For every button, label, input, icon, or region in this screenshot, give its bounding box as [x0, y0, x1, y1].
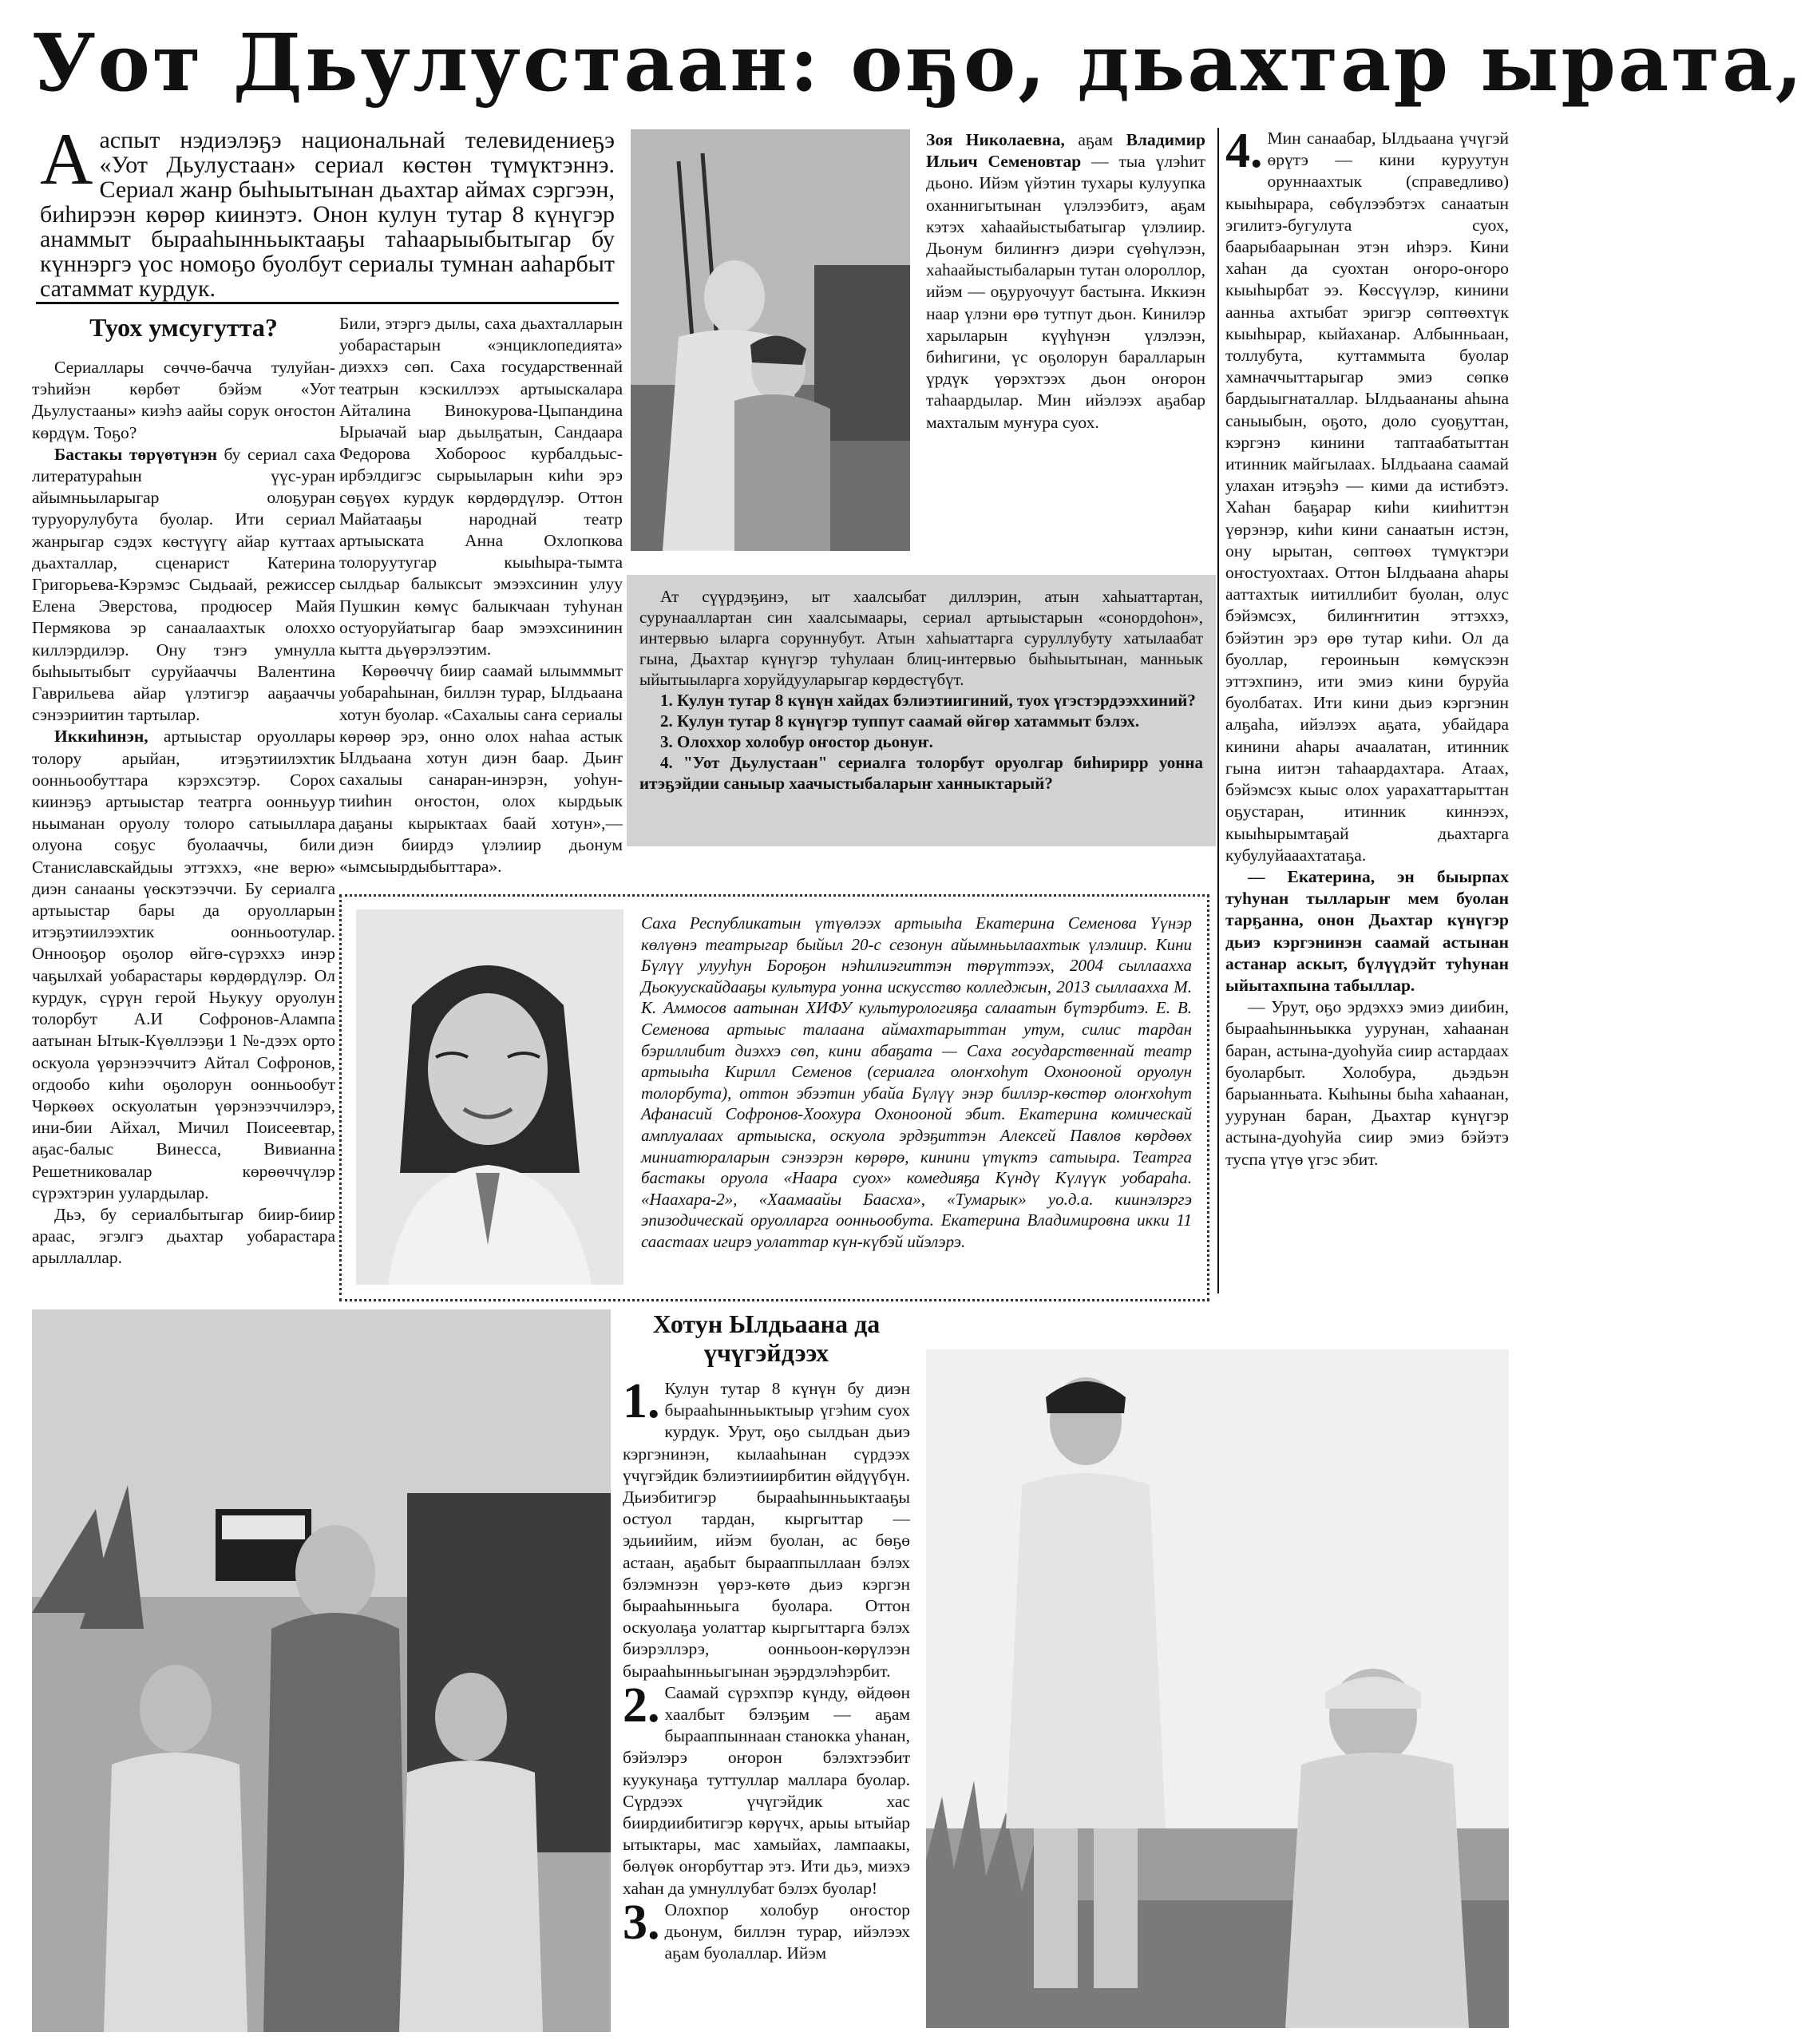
paragraph-text: Мин санаабар, Ылдьаана үчүгэй өрүтэ — кини куруутун оруннаахтык (справедливо) кыыһырара, сөбүлээбэтэх санаатын эгилитэ-бугулута суох, баарыбаарынан этэн иһэрэ. Кини хаһан да суохтан оҥоро-оҥоро кыыһырбат ээ. Көссүүлэр, кинини аанньа ахтыбат эригэр сөптөөхтүк кыыһырар, кыйаханар. Албынньаан, толлубута, куттаммыта буолар хамначчыттарыгар эмиэ сөпкө бардыыгнаталлар. Ылдьаананы аһына саныыбын, оҕото, доло суоҕуттан, кэргэнэ кинини таптаабатыттан итинник майгылаах. Ылдьаана саамай улахан итэҕэһэ — кими да истибэтэ. Хаһан баҕарар киһи кииһиттэн үөрэнэр, киһи кини санаатын истэн, ону ырытан, сөптөөх түмүктэри оҥостуохтаах. Оттон Ылдьаана аһары ааттахтык иитиллибит буолан, олус бэйэмсэх, билиҥҥитин эттэххэ, бэйэтин эрэ өрө тутар киһи. Ол да буоллар, героиньын көмүскээн эттэхпинэ, ити эмиэ кини буруйа буолбатах. Ити кини дьиэ кэргэнин алҕаһа, ийэлээх аҕата, убайдара кинини аһары ачаалатан, итинник гына иитэн таһаардахтара. Атаах, бэйэмсэх кыыс олох уарахаттарыттан оҕустаран, итинник киннээх, кыыһырымтаҕай дьахтарга кубулуйааахтатаҕа.	[1225, 129, 1509, 865]
interview-question: — Екатерина, эн быырпах туһунан тылларыҥ мем буолан тарҕанна, онон Дьахтар күнүгэр дьиэ кэргэнинэн саамай астынан астанар аскыт, бүлүүдэйт туһунан ыйытахпына табыллар.	[1225, 866, 1509, 995]
section-1-text	[32, 357, 335, 1270]
lead-paragraph	[40, 118, 615, 303]
paragraph	[32, 444, 335, 727]
lead-text: аспыт нэдиэлэҕэ национальнай телевидениеҕэ «Уот Дьулустаан» сериал көстөн түмүктэннэ. Сериал жанр быһыытынан дьахтар аймах сэргээн, биһирээн көрөр киинэтэ. Онон кулун тутар 8 күнүгэр анаммыт бырааһынньыктааҕы таһаарыыбытыгар бу күннэргэ үос номоҕо буолбут сериалы тумнан ааһарбыт сатаммат курдук.	[40, 127, 615, 302]
photo-actress-portrait	[356, 909, 623, 1285]
actress-portrait-icon	[356, 909, 623, 1285]
column-4	[1225, 124, 1509, 1301]
paragraph: Сериаллары сөччө-баччa тулуйан-тэһийэн көрбөт бэйэм «Уот Дьулустааны» киэһэ аайы сорук оҥостон көрдүм. Тоҕо?	[32, 358, 335, 442]
bold-name: Зоя Николаевна,	[926, 130, 1065, 149]
paragraph-text: бу сериал саха литератураһын үүс-уран айымньыларыгар олоҕуран туруорулубута буолар. Ити сериал жанрыгар сэдэх көстүүгү айар куттаах дьахталлар, сценарист Катерина Григорьева-Кэрэмэс Сыдьаай, режиссер Елена Эверстова, продюсер Майя Пермякова эр санаалаахтык олоххо киллэрдилэр. Ону тэҥэ умнулла быһыытыбыт суруйааччы Валентина Гаврильева айар үлэтигэр ааҕааччы сэнээриитин тартылар.	[32, 444, 335, 725]
answer-number: 1.	[623, 1374, 660, 1428]
answer-number: 3.	[623, 1895, 660, 1950]
column-1	[32, 313, 335, 1299]
paragraph-text: Кулун тутар 8 күнүн бу диэн бырааһынньыктыыр үгэһим суох курдук. Урут, оҕо сылдьан дьиэ кэргэнинэн, кылааһынан сүрдээх үчүгэйдик бэлиэтииирбитин өйдүүбүн. Дьиэбитигэр бырааһынньыктааҕы остуол тардан, кыргыттар — эдьиийим, ийэм буолан, ас бөҕө астаан, аҕабыт бырааппыллаан бэлэх бэлэмнээн үөрэ-көтө дьиэ кэргэн бырааһынньыга буолара. Оттон оскуолаҕа уолаттар кыргыттарга бэлэх биэрэллэрэ, оонньоон-көрүлээн бырааһынньыгынан эҕэрдэлэһэрбит.	[623, 1379, 910, 1681]
section-2	[623, 1309, 910, 2036]
quiz-question: 3. Олоххор холобур оҥостор дьонуҥ.	[660, 732, 933, 751]
paragraph	[32, 726, 335, 1203]
paragraph	[623, 1374, 910, 1682]
actress-bio-box	[339, 894, 1209, 1301]
paragraph-text: Саамай сүрэхпэр күнду, өйдөөн хаалбыт бэлэҕим — аҕам бырааппыннаан станокка уһанан, бэйэлэрэ оҥорон бэлэхтээбит куукунаҕа туттуллар маллара буолар. Сүрдээх үчүгэйдик хас биирдиибитигэр көрүчх, арыы ытыйар ытыктары, мас хамыйах, лампаакы, бөлүөк оҥорбуттар этэ. Ити дьэ, миэхэ хаһан да умнуллубат бэлэх буолар!	[623, 1682, 910, 1898]
section-2-text	[623, 1374, 910, 1964]
actress-bio-text: Саха Республикатын үтүөлээх артыыһа Екатерина Семенова Үүнэр көлүөнэ театрыгар быйыл 20-с сезонун айымньылаахтык үлэлиир. Кини Бүлүү улууһун Бороҕон нэһилиэгиттэн төрүттээх, 2004 сыллаахха Дьокуускайдааҕы культура уонна искусство колледжын, 2013 сыллаахха М. К. Аммосов аатынан ХИФУ культурологияҕа салаатын бүтэрбитэ. Е. В. Семенова артыыс талаана аймахтарыттан утум, силис тардан бэриллибит диэххэ сөп, кини абаҕата — Саха государственнай театр артыыһа Кирилл Семенов (сериалга олоҥхоһут Охонооной оруолун толорбута), оттон эбээтин убайа Бүлүү энэр биллэр-көстөр олоҥхоһут Афанасий Софронов-Хоохура Охонооной эбит. Екатерина комическай амплуалаах артыыска, оскуола эрдэҕиттэн Алексей Павлов көрдөөх миниатюраларын сэнээрэн көрөрө, кинини үтүктэ сатыыра. Театрга бастакы оруола «Наара суох» комедияҕа Күндү Күлүүк уобараһа. «Наахара-2», «Хаамаайы Баасха», «Тумарык» уо.д.а. киинэлэргэ эпизодическай оруолларга оонньообута. Екатерина Владимировна икки 11 саастаах игирэ уолаттар күн-күбэй ийэлэрэ.	[641, 913, 1192, 1251]
bold-lead: Иккиһинэн,	[54, 727, 148, 747]
paragraph	[926, 129, 1205, 434]
paragraph: Били, этэргэ дылы, саха дьахталларын уобарастарын «энциклопедията» диэххэ сөп. Саха государственнай театрын кэскиллээх артыыскалара Айталина Винокурова-Цыпандина Ырыачай ыар дьылҕатын, Сандаара Федорова Хобороос курбалдьыс-ирбэлдигэс сырыыларын киһи эрэ сөҕүөх курдук көрдөрдүлэр. Оттон Майатааҕы народнай театр артыыската Анна Охлопкова толоруутугар кыыһыра-тымта сылдьар балыксыт эмээхсинин улуу Пушкин көмүс балыкчаан туһунан остуоруйатыгар баар эмээхсининин кытта дьүөрэлээтим.	[339, 314, 623, 660]
answer-number: 2.	[623, 1678, 660, 1733]
paragraph-text: Олохпор холобур оҥостор дьонум, биллэн турар, ийэлээх аҕам буолаллар. Ийэм	[664, 1899, 910, 1963]
quiz-question: 1. Кулун тутар 8 күнүн хайдах бэлиэтиигиний, туох үгэстэрдээххиний?	[660, 691, 1196, 710]
photo-film-crew	[32, 1309, 611, 2032]
paragraph	[623, 1678, 910, 1899]
paragraph-text: аҕам	[1064, 130, 1126, 149]
bold-lead: Бастакы төрүөтүнэн	[54, 444, 217, 464]
section-title-2: Хотун Ылдьаана да үчүгэйдээх	[652, 1309, 881, 1367]
paragraph: Көрөөччү биир саамай ылымммыт уобараһынан, биллэн турар, Ылдьаана хотун буолар. «Сахалыы саҥа сериалы көрөөр эрэ, онно олох наһаа астык Ылдьаана хотун диэн баар. Дьиҥ сахалыы санаран-инэрэн, уоһун-тииһин оҥостон, олох кырдьык даҕаны кырыктаах баай хотун»,— диэн биирдэ үлэлиир дьонум «ымсыырдыбыттара».	[339, 661, 623, 877]
column-2	[339, 313, 623, 884]
quiz-question: 2. Кулун тутар 8 күнүгэр туппут саамай өйгөр хатаммыт бэлэх.	[660, 711, 1140, 731]
bold-name: Владимир Ильич Семеновтар	[926, 130, 1205, 172]
section-title-1: Туох умсугутта?	[89, 313, 278, 342]
paragraph: Дьэ, бу сериалбытыгар биир-биир араас, эгэлгэ дьахтар уобарастара арыллаллар.	[32, 1204, 335, 1268]
mother-daughter-photo-icon	[631, 129, 910, 551]
column-divider	[1217, 128, 1219, 1293]
lead-dropcap: А	[40, 118, 93, 200]
column-3	[926, 129, 1205, 553]
answer-number: 4.	[1225, 124, 1263, 178]
girl-in-field-photo-icon	[926, 1349, 1509, 2028]
quiz-question: 4. "Уот Дьулустаан" сериалга толорбут оруолгар биһирирр уонна итэҕэйдии саныыр хаачыстыбаларыҥ ханныктарый?	[639, 753, 1203, 793]
interview-questions-box	[627, 575, 1216, 846]
lead-rule	[36, 302, 619, 304]
film-crew-photo-icon	[32, 1309, 611, 2032]
headline: Уот Дьулустаан: оҕо, дьахтар ырата,	[32, 18, 1805, 109]
paragraph-text: артыыстар оруоллары толору арыйан, итэҕэтиилэхтик оонньообуттара кэрэхсэтэр. Сорох киинэҕэ артыыстар театрга оонньуур ньыманан оруолу толоро сатыыллара олуона соҕус буолааччы, били Станиславскайдыы эттэххэ, «не верю» диэн санааны үөскэтээччи. Бу сериалга артыыстар бары да оруолларын итэҕэтиилээхтик оонньоотулар. Оннооҕор оҕолор өйгө-сүрэххэ инэр чаҕылхай уобарастары көрдөрдүлэр. Ол курдук, сүрүн герой Ньукуу оруолун толорбут А.И Софронов-Алампа аатынан Ытык-Күөллээҕи 1 №-дээх орто оскуола үөрэнээччитэ Айтал Софронов, огдообо киһи оҕолорун оонньообут Чөркөөх оскуолатын үөрэнээччилэрэ, ини-бии Айхал, Мичил Поисеевтар, аҕас-балыс Винесса, Вивианна Решетниковалар көрөөччүлэр сүрэхтэрин уулардылар.	[32, 727, 335, 1202]
paragraph	[623, 1895, 910, 1965]
photo-mother-daughter	[631, 129, 910, 551]
paragraph	[1225, 124, 1509, 866]
quiz-intro: Ат сүүрдэҕинэ, ыт хаалсыбат диллэрин, атын хаһыаттартан, сурунааллартан син хаалсымаары, сериал артыыстарын «сонордоһон», интервью ыларга соруннубут. Атын хаһыаттарга суруллубуту хатылаабат гына, Дьахтар күнүгэр туһулаан блиц-интервью быһыытынан, манньык ыйытыыларга хоруйдууларыгар көрдөстүбүт.	[639, 587, 1203, 689]
paragraph: — Урут, оҕо эрдэххэ эмиэ диибин, бырааһынньыкка уурунан, хаһаанан баран, астына-дуоһуйа сиир астардаах буоларбыт. Холобура, дьэдьэн барыанньата. Кыһыны быһа хаһаанан, уурунан баран, Дьахтар күнүгэр астына-дуоһуйа сиир эмиэ бэйэтэ туспа үтүө үгэс эбит.	[1225, 997, 1509, 1169]
paragraph-text: — тыа үлэһит дьоно. Ийэм үйэтин тухары кулуупка оханнигытынан үлэлээбитэ, аҕам кэтэх хаһаайыстыбатыгар үлэлиир. Дьонум билиҥҥэ диэри сүөһүлээн, хаһаайыстыбаларын тутан олороллор, ийэм — оҕуруочуут бастыҥа. Иккиэн наар үлэни өрө тутпут дьон. Кинилэр харыларын күүһүнэн үлэлээн, биһигини, үс оҕолорун баралларын үрдүк үөрэхтээх дьон оҥорон таһаардылар. Мин ийэлээх аҕабар махталым муҥура суох.	[926, 152, 1205, 432]
photo-girl-in-field	[926, 1349, 1509, 2028]
